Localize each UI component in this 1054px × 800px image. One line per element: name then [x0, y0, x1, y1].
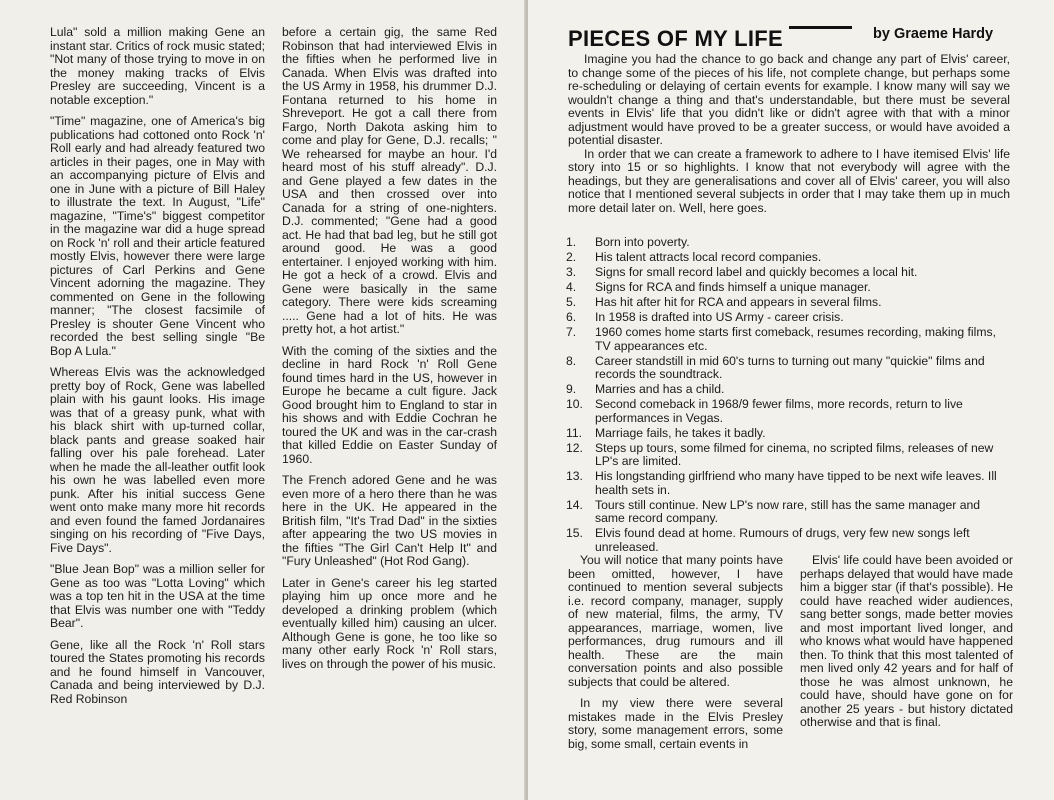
paragraph: With the coming of the sixties and the decline in hard Rock 'n' Roll Gene found times hard in the US, however in Europe he became a cult figure. Jack Good brought him to England to star in his shows and with Eddie Cochran he toured the UK and was in the car-crash that killed Eddie on Easter Sunday of 1960.: [282, 343, 497, 466]
paragraph: Whereas Elvis was the acknowledged pretty boy of Rock, Gene was labelled plain with his gaunt looks. His image was that of a greasy punk, what with his black shirt with up-turned collar, black pants and grease soaked hair falling over his pale forehead. Later when he made the all-leather outfit look his own he was labelled even more punk. After his initial success Gene went onto make many more hit records and even found the famed Jordanaires singing on his recording of "Five Days, Five Days".: [50, 365, 265, 555]
paragraph: before a certain gig, the same Red Robinson that had interviewed Elvis in the fifties when he performed live in Canada. When Elvis was drafted into the US Army in 1958, his drummer D.J. Fontana returned to his home in Shreveport. He got a call there from Fargo, North Dakota asking him to come and play for Gene, D.J. recalls; " We rehearsed for maybe an hour. I'd heard most of his stuff already". D.J. and Gene played a few dates in the USA and then crossed over into Canada for a string of one-nighters. D.J. commented; "Gene had a good act. He had that bad leg, but he still got around good. He was a good entertainer. I enjoyed working with him. He got a heck of a crowd. Elvis and Gene were basically in the same category. There were kids screaming ..... Gene had a lot of hits. He was pretty hot, a hot artist.": [282, 25, 497, 336]
list-item-text: Signs for RCA and finds himself a unique manager.: [595, 280, 871, 294]
list-item: [566, 470, 1012, 497]
list-item-number: 1.: [566, 235, 577, 249]
paragraph: "Blue Jean Bop" was a million seller for Gene as too was "Lotta Loving" which was a top ten hit in the USA at the time that Elvis was number one with "Teddy Bear".: [50, 562, 265, 630]
list-item-text: Tours still continue. New LP's now rare, still has the same manager and same record company.: [595, 497, 981, 525]
list-item: [566, 251, 1012, 265]
list-item-number: 5.: [566, 295, 577, 309]
life-highlights-list: [566, 236, 1012, 556]
article-headline: PIECES OF MY LIFE: [568, 26, 783, 51]
right-page-column-1: [568, 554, 783, 759]
paragraph: Gene, like all the Rock 'n' Roll stars toured the States promoting his records and he found himself in Vancouver, Canada and being interviewed by D.J. Red Robinson: [50, 637, 265, 706]
paragraph: Elvis' life could have been avoided or perhaps delayed that would have made him a bigger star (if that's possible). He could have reached wider audiences, sang better songs, made better movies and most important lived longer, and who knows what would have happened then. To think that this most talented of men lived only 42 years and for half of those he was almost unknown, he could have, should have gone on for another 25 years - but history dictated otherwise and that is final.: [800, 553, 1013, 729]
list-item-number: 12.: [566, 440, 583, 455]
list-item: [566, 266, 1012, 280]
list-item-number: 8.: [566, 353, 577, 368]
paragraph: Lula" sold a million making Gene an instant star. Critics of rock music stated; "Not many of those trying to move in on the money making tracks of Elvis Presley are succeeding, Vincent is a notable exception.": [50, 25, 265, 107]
list-item-text: Elvis found dead at home. Rumours of drugs, very few new songs left unreleased.: [595, 526, 970, 554]
list-item: [566, 311, 1012, 325]
article-byline: by Graeme Hardy: [873, 26, 994, 42]
list-item: [566, 442, 1012, 469]
list-item-text: Steps up tours, some filmed for cinema, no scripted films, releases of new LP's are limited.: [595, 440, 994, 468]
list-item: [566, 281, 1012, 295]
list-item-text: His longstanding girlfriend who many have tipped to be next wife leaves. Ill health sets in.: [595, 469, 997, 497]
list-item-text: In 1958 is drafted into US Army - career crisis.: [595, 310, 844, 324]
right-page-column-2: [800, 554, 1013, 738]
list-item-number: 3.: [566, 265, 577, 279]
list-item-text: Second comeback in 1968/9 fewer films, more records, return to live performances in Vegas.: [595, 397, 963, 425]
list-item-text: Marries and has a child.: [595, 382, 725, 396]
paragraph: In order that we can create a framework to adhere to I have itemised Elvis' life story into 15 or so highlights. I know that not everybody will agree with the headings, but they are generalisations and cover all of Elvis' career, you will also notice that I mentioned several subjects in order that I may take them up in much more detail later on. Well, here goes.: [568, 146, 1010, 215]
list-item: [566, 296, 1012, 310]
paragraph: "Time" magazine, one of America's big publications had cottoned onto Rock 'n' Roll early and had already featured two articles in their pages, one in May with an accompanying picture of Elvis and one in June with a picture of Bill Haley to illustrate the text. In August, "Life" magazine, "Time's" biggest competitor in the magazine war did a huge spread on Rock 'n' roll and their article featured mostly Elvis, however there were large pictures of Carl Perkins and Gene Vincent adorning the magazine. They commented on Gene in the following manner; "The closest facsimile of Presley is shouter Gene Vincent who recorded the best selling single "Be Bop A Lula.": [50, 114, 265, 358]
list-item-number: 4.: [566, 280, 577, 294]
list-item: [566, 355, 1012, 382]
list-item-number: 13.: [566, 469, 583, 483]
list-item: [566, 236, 1012, 250]
left-page-column-2: [282, 26, 497, 679]
article-intro: [568, 53, 1010, 215]
list-item: [566, 383, 1012, 397]
list-item: [566, 427, 1012, 441]
list-item-text: Has hit after hit for RCA and appears in several films.: [595, 295, 882, 309]
list-item-number: 2.: [566, 250, 577, 264]
list-item-text: Signs for small record label and quickly becomes a local hit.: [595, 265, 918, 279]
headline-rule: [789, 26, 852, 29]
paragraph: You will notice that many points have been omitted, however, I have continued to mention several subjects i.e. record company, manager, supply of new material, films, the army, TV appearances, marriage, women, live performances, drug rumours and ill health. These are the main conversation points and also possible subjects that could be altered.: [568, 553, 783, 689]
article-header: [568, 22, 1008, 52]
list-item-text: His talent attracts local record companies.: [595, 250, 822, 264]
list-item: [566, 499, 1012, 526]
list-item-number: 11.: [566, 425, 583, 440]
list-item-text: Marriage fails, he takes it badly.: [595, 425, 766, 440]
list-item: [566, 398, 1012, 425]
list-item-number: 9.: [566, 382, 577, 396]
list-item-number: 14.: [566, 497, 583, 512]
list-item-text: 1960 comes home starts first comeback, resumes recording, making films, TV appearances etc.: [595, 325, 996, 353]
paragraph: Imagine you had the chance to go back and change any part of Elvis' career, to change some of the pieces of his life, not complete change, but perhaps some re-scheduling or delaying of certain events for example. I know many will say we wouldn't change a thing and that's understandable, but there must be several events in Elvis' life that you didn't like or didn't agree with that with a minor adjustment would have proved to be a greater success, or would have avoided a potential disaster.: [568, 52, 1010, 147]
list-item-number: 6.: [566, 310, 577, 324]
list-item-number: 7.: [566, 325, 577, 339]
list-item-text: Career standstill in mid 60's turns to turning out many "quickie" films and records the soundtrack.: [595, 353, 985, 381]
paragraph: The French adored Gene and he was even more of a hero there than he was here in the UK. He appeared in the British film, "It's Trad Dad" in the sixties after appearing the two US movies in the fifties "The Girl Can't Help It" and "Fury Unleashed" (Hot Rod Gang).: [282, 473, 497, 568]
left-page-column-1: [50, 26, 265, 714]
paragraph: In my view there were several mistakes made in the Elvis Presley story, some management errors, some big, some small, certain events in: [568, 696, 783, 751]
list-item: [566, 527, 1012, 554]
left-page: [0, 0, 526, 800]
list-item-number: 15.: [566, 526, 583, 540]
list-item: [566, 326, 1012, 353]
list-item-number: 10.: [566, 397, 583, 411]
paragraph: Later in Gene's career his leg started playing him up once more and he developed a drinking problem (which eventually killed him) causing an ulcer. Although Gene is gone, he too like so many other early Rock 'n' Roll stars, lives on through the power of his music.: [282, 575, 497, 671]
list-item-text: Born into poverty.: [595, 235, 690, 249]
